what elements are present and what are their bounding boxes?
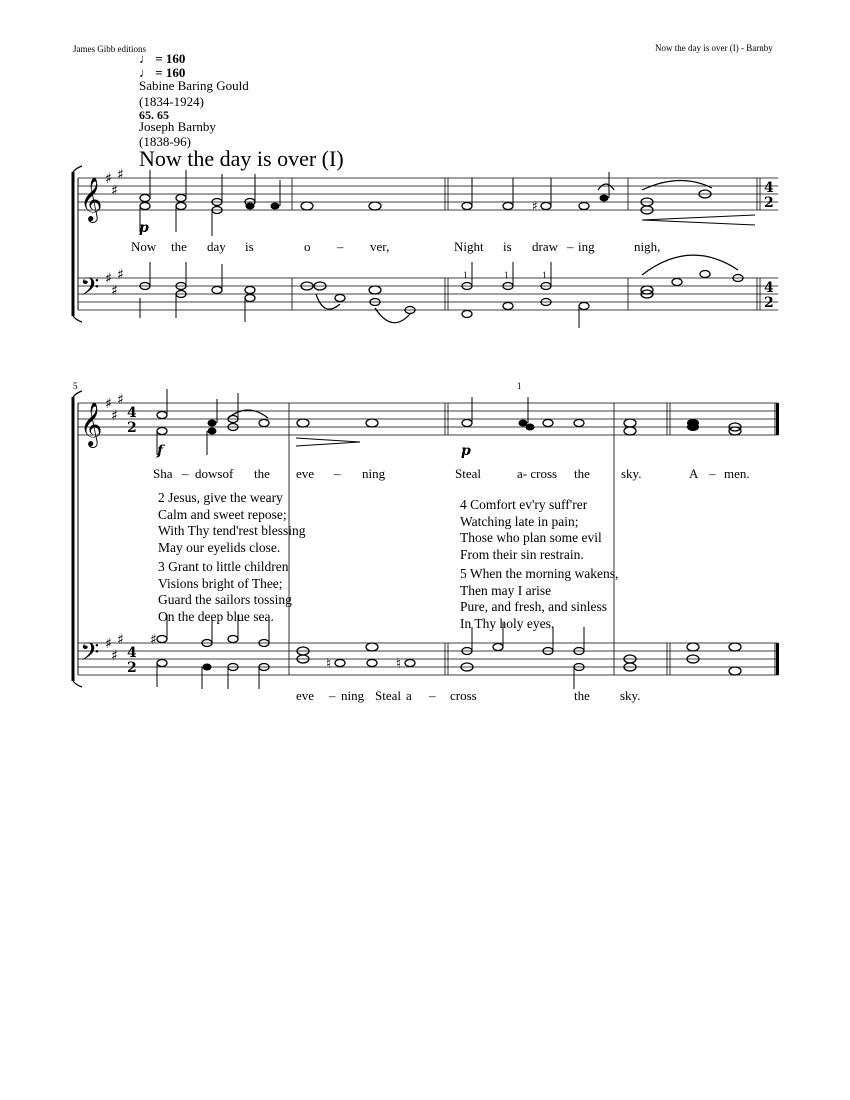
- verse-line: Calm and sweet repose;: [158, 506, 287, 522]
- lyric-syllable: cross: [450, 688, 477, 703]
- staff-treble-2: [78, 403, 778, 435]
- svg-text:2: 2: [127, 660, 137, 676]
- lyric-syllable: ver,: [370, 239, 390, 254]
- verse-line: With Thy tend'rest blessing: [158, 523, 306, 538]
- verse-line: From their sin restrain.: [460, 546, 584, 562]
- svg-text:♯: ♯: [111, 283, 118, 299]
- lyric-syllable: eve: [296, 466, 315, 481]
- lyric-hyphen: –: [182, 466, 189, 481]
- fingering-mark: 1: [463, 270, 468, 280]
- svg-text:♯: ♯: [150, 632, 157, 648]
- header-right: Now the day is over (I) - Barnby: [655, 43, 773, 53]
- svg-text:♯: ♯: [105, 636, 112, 652]
- dynamic-mark-f: f: [157, 443, 164, 459]
- fingering-mark: 1: [542, 270, 547, 280]
- svg-text:♮: ♮: [396, 656, 402, 672]
- svg-text:♯: ♯: [105, 396, 112, 412]
- staff-bass-2: [78, 643, 778, 675]
- verse-line: Pure, and fresh, and sinless: [460, 599, 607, 614]
- meter-label: 65. 65: [139, 108, 169, 122]
- lyric-hyphen: –: [709, 466, 716, 481]
- svg-text:♯: ♯: [105, 271, 112, 287]
- verse-4: [460, 497, 602, 563]
- lyric-syllable: eve: [296, 688, 315, 703]
- lyric-hyphen: –: [429, 688, 436, 703]
- svg-text:𝄞: 𝄞: [80, 177, 103, 221]
- composer-name: Joseph Barnby: [139, 119, 216, 134]
- svg-text:♯: ♯: [117, 392, 124, 408]
- verse-2: [158, 490, 306, 556]
- verse-line: Watching late in pain;: [460, 513, 579, 529]
- poet-dates: (1834-1924): [139, 94, 204, 109]
- svg-text:♯: ♯: [117, 632, 124, 648]
- verse-line: Those who plan some evil: [460, 530, 602, 545]
- lyric-syllable: the: [574, 466, 590, 481]
- verse-line: 3 Grant to little children: [158, 559, 289, 574]
- lyric-syllable: Steal: [455, 466, 481, 481]
- lyric-syllable: o: [304, 239, 311, 254]
- svg-text:𝄢: 𝄢: [80, 273, 100, 308]
- svg-text:♯: ♯: [532, 199, 538, 213]
- lyric-syllable: the: [574, 688, 590, 703]
- tempo-marking-1: ♩ = 160: [139, 51, 186, 66]
- dynamic-mark-p: p: [139, 220, 149, 236]
- svg-text:2: 2: [764, 195, 774, 211]
- poet-name: Sabine Baring Gould: [139, 78, 249, 93]
- lyric-syllable: Night: [454, 239, 484, 254]
- svg-text:4: 4: [764, 180, 774, 196]
- verse-line: Then may I arise: [460, 582, 552, 598]
- lyric-syllable: ing: [578, 239, 595, 254]
- lyric-syllable: Now: [131, 239, 157, 254]
- lyric-syllable: day: [207, 239, 226, 254]
- lyric-syllable: men.: [724, 466, 750, 481]
- lyric-syllable: a- cross: [517, 466, 558, 481]
- svg-text:4: 4: [764, 280, 774, 296]
- lyric-syllable: is: [245, 239, 254, 254]
- svg-text:♯: ♯: [105, 171, 112, 187]
- lyric-syllable: a: [406, 688, 412, 703]
- header-left: James Gibb editions: [73, 44, 146, 54]
- lyric-hyphen: –: [567, 239, 574, 254]
- lyric-syllable: nigh,: [634, 239, 661, 254]
- svg-text:𝄞: 𝄞: [80, 402, 103, 446]
- svg-text:♯: ♯: [111, 408, 118, 424]
- fingering-mark: 1: [517, 381, 522, 391]
- lyric-syllable: the: [254, 466, 270, 481]
- lyric-hyphen: –: [337, 239, 344, 254]
- svg-text:2: 2: [764, 295, 774, 311]
- lyric-syllable: Sha: [153, 466, 173, 481]
- svg-text:4: 4: [127, 405, 137, 421]
- lyric-syllable: sky.: [620, 688, 641, 703]
- verse-line: In Thy holy eyes.: [460, 615, 555, 631]
- dynamic-mark-p: p: [461, 443, 471, 459]
- lyric-syllable: A: [689, 466, 699, 481]
- composer-dates: (1838-96): [139, 134, 191, 149]
- svg-text:♯: ♯: [111, 183, 118, 199]
- lyric-syllable: ning: [341, 688, 365, 703]
- measure-number: 5: [73, 381, 78, 391]
- fingering-mark: 1: [504, 270, 509, 280]
- lyric-syllable: draw: [532, 239, 558, 254]
- verse-line: Visions bright of Thee;: [158, 575, 283, 591]
- svg-text:♯: ♯: [117, 167, 124, 183]
- svg-text:𝄢: 𝄢: [80, 638, 100, 673]
- verse-3: [158, 559, 292, 625]
- lyric-hyphen: –: [334, 466, 341, 481]
- verse-line: May our eyelids close.: [158, 539, 281, 555]
- lyric-syllable: ning: [362, 466, 386, 481]
- lyric-syllable: Steal: [375, 688, 401, 703]
- tempo-marking-2: ♩ = 160: [139, 65, 186, 80]
- lyric-syllable: sky.: [621, 466, 642, 481]
- lyric-syllable: dowsof: [195, 466, 234, 481]
- verse-line: 2 Jesus, give the weary: [158, 490, 283, 505]
- verse-line: On the deep blue sea.: [158, 608, 274, 624]
- svg-text:4: 4: [127, 645, 137, 661]
- verse-line: 5 When the morning wakens,: [460, 566, 619, 581]
- verse-line: Guard the sailors tossing: [158, 592, 292, 607]
- verse-line: 4 Comfort ev'ry suff'rer: [460, 497, 588, 512]
- verse-5: [460, 566, 618, 632]
- svg-text:♯: ♯: [117, 267, 124, 283]
- lyric-syllable: is: [503, 239, 512, 254]
- staff-treble-1: [78, 178, 778, 210]
- lyric-syllable: the: [171, 239, 187, 254]
- lyric-hyphen: –: [329, 688, 336, 703]
- svg-text:2: 2: [127, 420, 137, 436]
- hymn-title: Now the day is over (I): [139, 146, 344, 171]
- svg-text:♯: ♯: [111, 648, 118, 664]
- svg-text:♮: ♮: [326, 656, 332, 672]
